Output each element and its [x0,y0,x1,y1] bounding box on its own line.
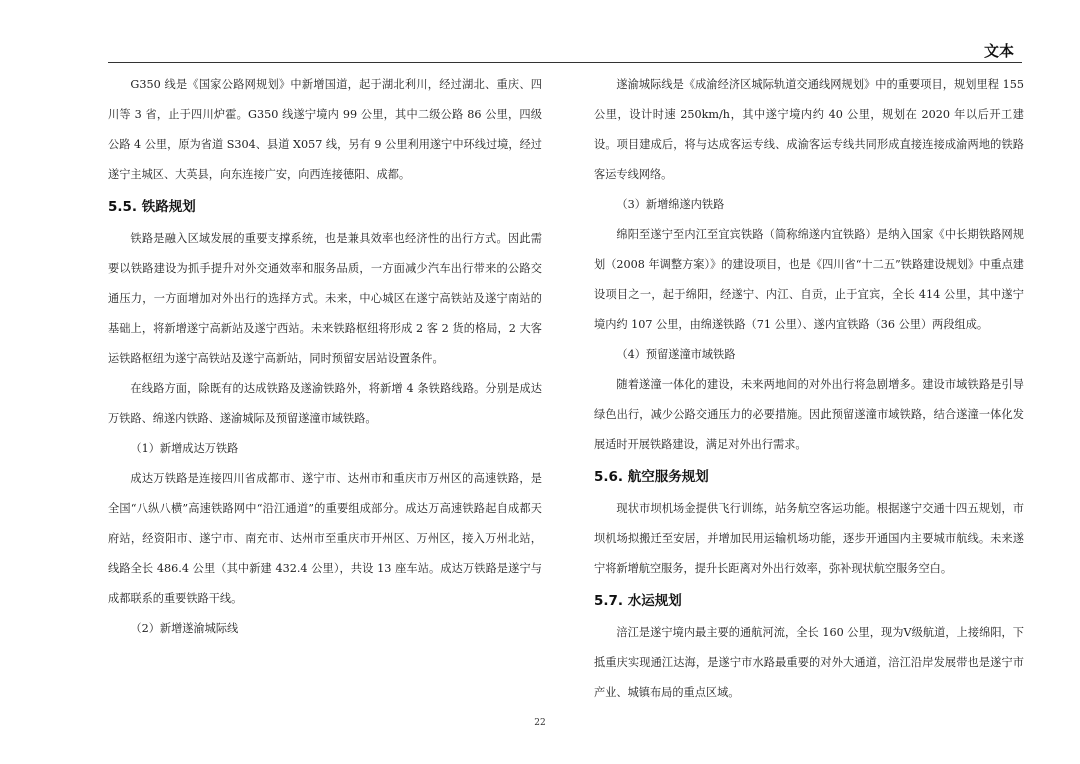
item-4-heading: （4）预留遂潼市域铁路 [616,348,736,361]
section-5-6-heading: 5.6. 航空服务规划 [594,469,709,485]
waterway-paragraph: 涪江是遂宁境内最主要的通航河流，全长 160 公里，现为Ⅴ级航道，上接绵阳，下抵重庆实现通江达海，是遂宁市水路最重要的对外大通道，涪江沿岸发展带也是遂宁市产业、城镇布局的重点区域。 [594,626,1024,699]
rail-lines-paragraph: 在线路方面，除既有的达成铁路及遂渝铁路外，将新增 4 条铁路线路。分别是成达万铁路、绵遂内铁路、遂渝城际及预留遂潼市域铁路。 [108,382,542,425]
item-1-heading: （1）新增成达万铁路 [130,442,239,455]
aviation-paragraph: 现状市坝机场金提供飞行训练，站务航空客运功能。根据遂宁交通十四五规划，市坝机场拟搬迁至安居，并增加民用运输机场功能，逐步开通国内主要城市航线。未来遂宁将新增航空服务，提升长距离对外出行效率，弥补现状航空服务空白。 [594,502,1024,575]
right-column [594,70,1024,708]
document-header-title: 文本 [983,42,1014,60]
left-column [108,70,542,644]
item-3-heading: （3）新增绵遂内铁路 [616,198,725,211]
item-2-paragraph: 遂渝城际线是《成渝经济区城际轨道交通线网规划》中的重要项目，规划里程 155 公里，设计时速 250km/h，其中遂宁境内约 40 公里，规划在 2020 年以后开工建设。项目建成后，将与达成客运专线、成渝客运专线共同形成直接连接成渝两地的铁路客运专线网络。 [594,78,1024,181]
item-4-paragraph: 随着遂潼一体化的建设，未来两地间的对外出行将急剧增多。建设市域铁路是引导绿色出行，减少公路交通压力的必要措施。因此预留遂潼市域铁路，结合遂潼一体化发展适时开展铁路建设，满足对外出行需求。 [594,378,1024,451]
item-2-heading: （2）新增遂渝城际线 [130,622,239,635]
item-1-paragraph: 成达万铁路是连接四川省成都市、遂宁市、达州市和重庆市万州区的高速铁路，是全国“八纵八横”高速铁路网中“沿江通道”的重要组成部分。成达万高速铁路起自成都天府站，经资阳市、遂宁市、南充市、达州市至重庆市开州区、万州区，接入万州北站，线路全长 486.4 公里（其中新建 432.4 公里），共设 13 座车站。成达万铁路是遂宁与成都联系的重要铁路干线。 [108,472,542,605]
section-5-7-heading: 5.7. 水运规划 [594,593,682,609]
page-number: 22 [534,718,546,728]
g350-paragraph: G350 线是《国家公路网规划》中新增国道，起于湖北利川，经过湖北、重庆、四川等 3 省，止于四川炉霍。G350 线遂宁境内 99 公里，其中二级公路 86 公里，四级公路 4 公里，原为省道 S304、县道 X057 线，另有 9 公里利用遂宁中环线过境，经过遂宁主城区、大英县，向东连接广安，向西连接德阳、成都。 [108,78,542,181]
section-5-5-heading: 5.5. 铁路规划 [108,199,196,215]
item-3-paragraph: 绵阳至遂宁至内江至宜宾铁路（简称绵遂内宜铁路）是纳入国家《中长期铁路网规划（2008 年调整方案）》的建设项目，也是《四川省“十二五”铁路建设规划》中重点建设项目之一，起于绵阳，经遂宁、内江、自贡，止于宜宾，全长 414 公里，其中遂宁境内约 107 公里，由绵遂铁路（71 公里）、遂内宜铁路（36 公里）两段组成。 [594,228,1024,331]
header-divider [108,62,1022,63]
rail-intro-paragraph: 铁路是融入区域发展的重要支撑系统，也是兼具效率也经济性的出行方式。因此需要以铁路建设为抓手提升对外交通效率和服务品质，一方面减少汽车出行带来的公路交通压力，一方面增加对外出行的选择方式。未来，中心城区在遂宁高铁站及遂宁南站的基础上，将新增遂宁高新站及遂宁西站。未来铁路枢纽将形成 2 客 2 货的格局，2 大客运铁路枢纽为遂宁高铁站及遂宁高新站，同时预留安居站设置条件。 [108,232,542,365]
